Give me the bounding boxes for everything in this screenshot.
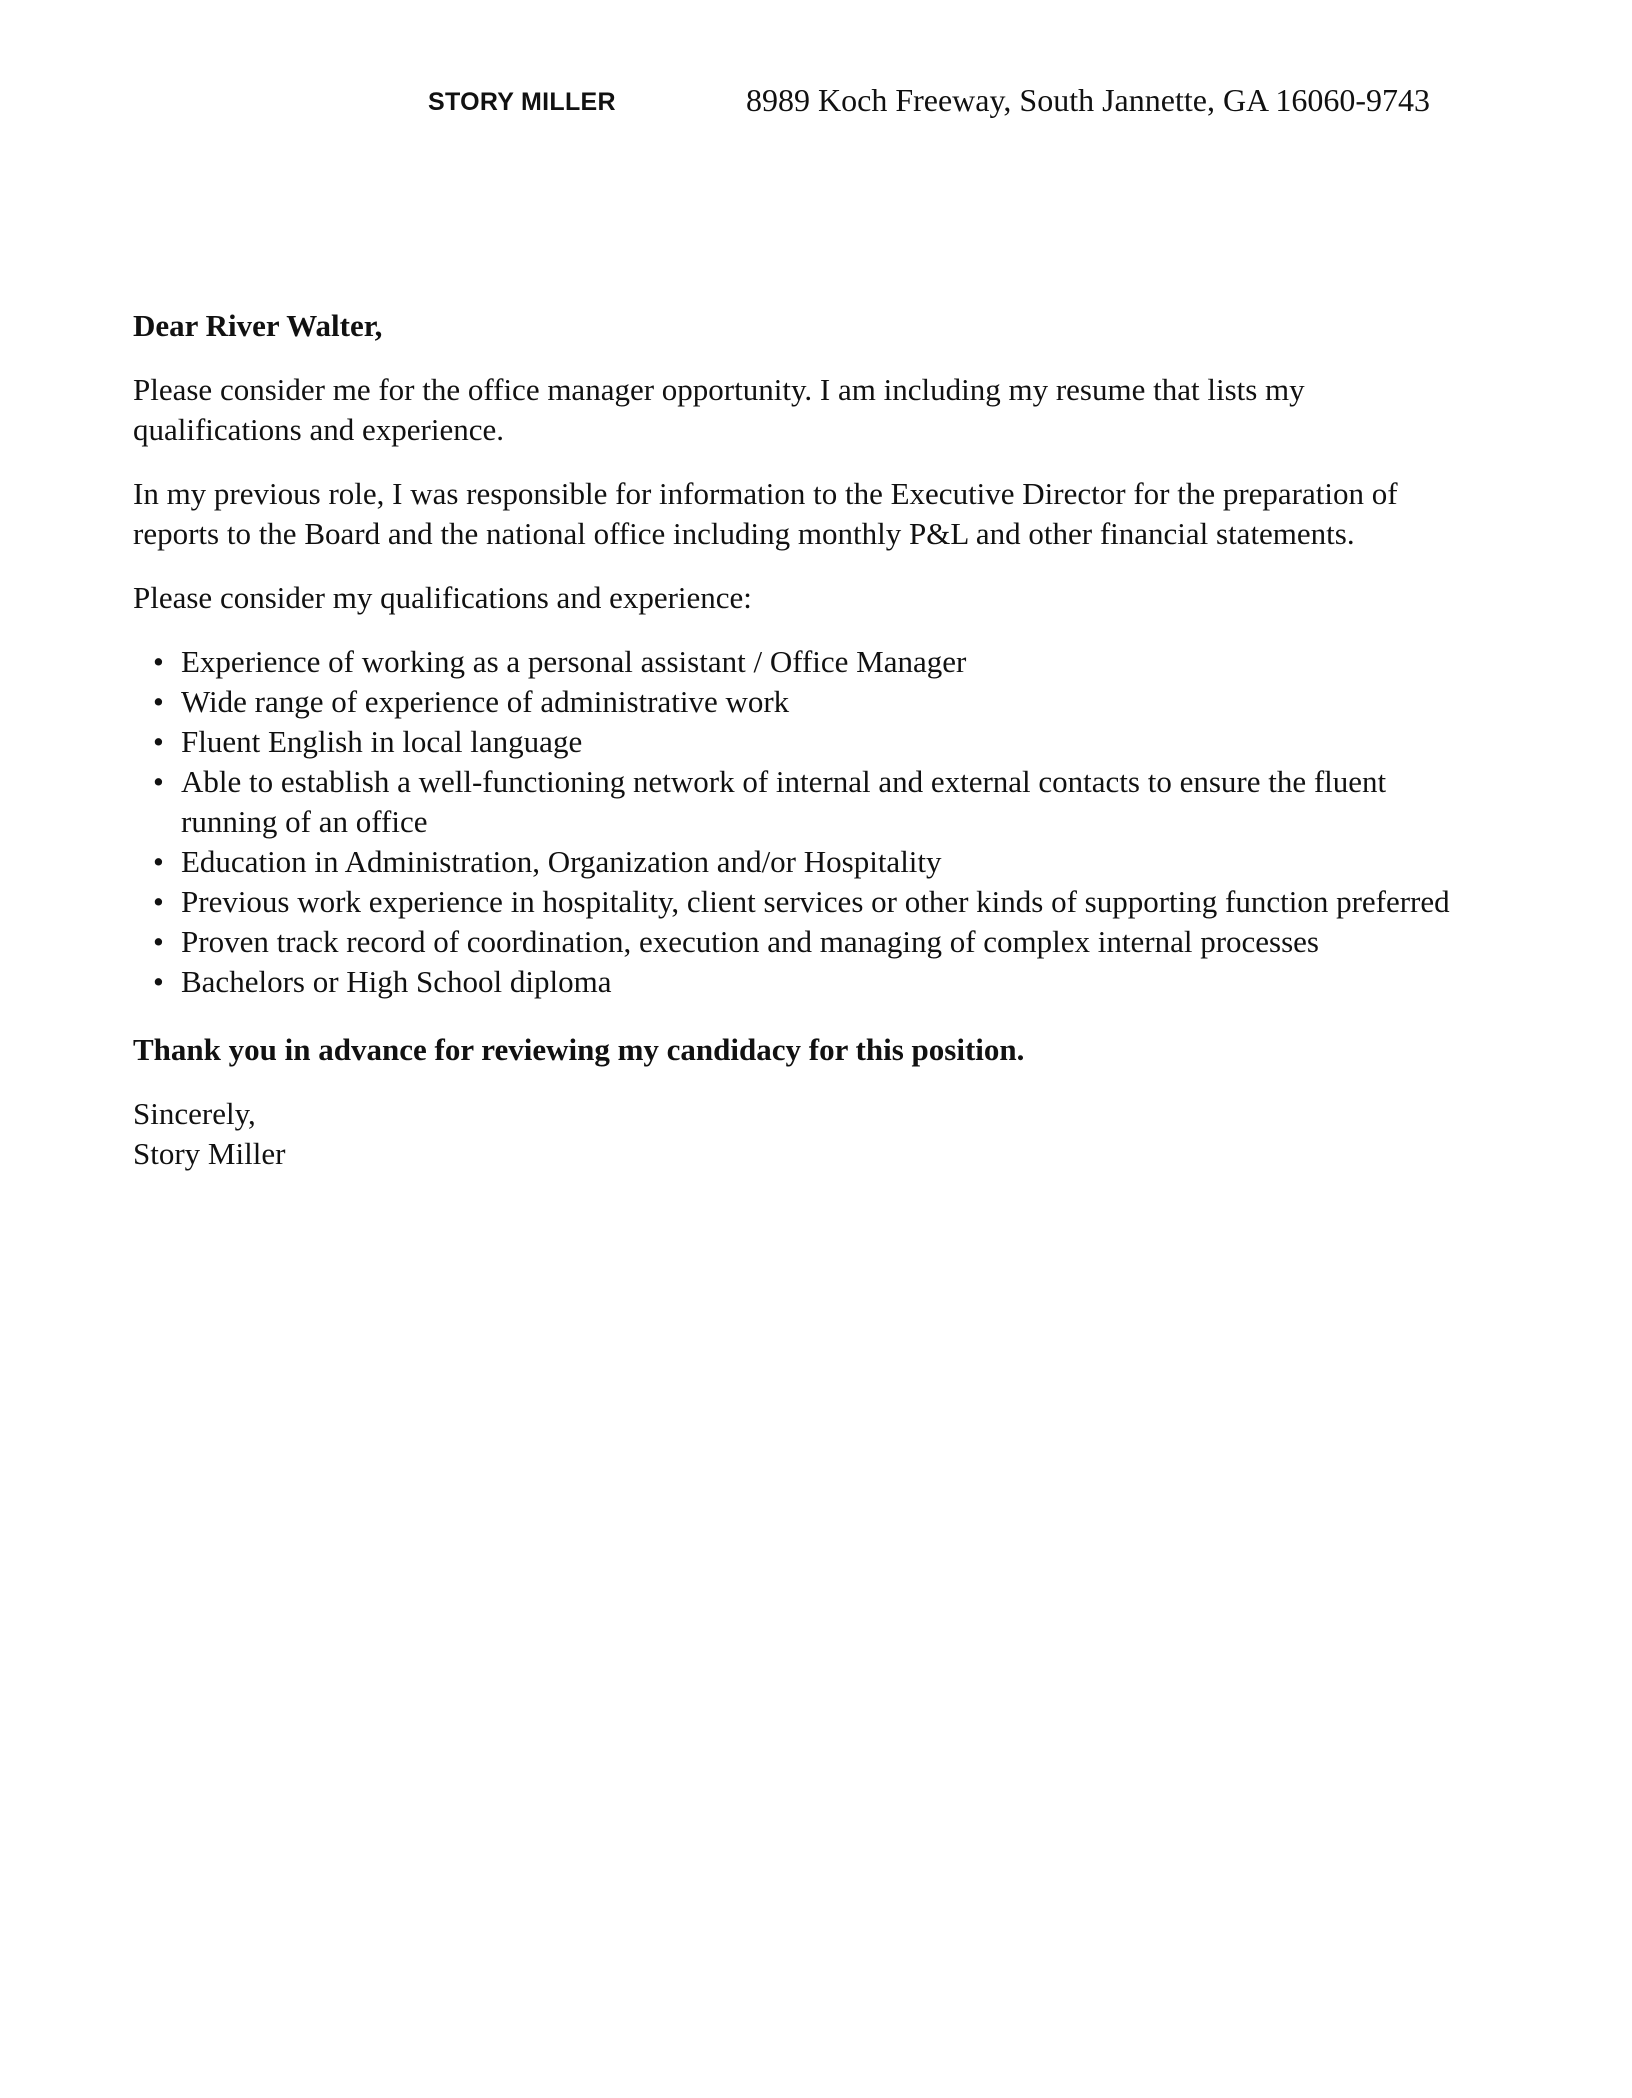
list-item-text: Education in Administration, Organization and/or Hospitality xyxy=(181,844,942,879)
closing-statement: Thank you in advance for reviewing my candidacy for this position. xyxy=(133,1032,1025,1067)
list-item xyxy=(133,922,1473,962)
bullet-icon: • xyxy=(153,964,164,999)
sender-name: STORY MILLER xyxy=(428,88,616,116)
intro-paragraph: Please consider me for the office manager opportunity. I am including my resume that lists my qualifications and experience. xyxy=(133,372,1305,447)
list-item-text: Proven track record of coordination, execution and managing of complex internal processes xyxy=(181,924,1319,959)
bullet-icon: • xyxy=(153,724,164,759)
list-item xyxy=(133,962,1473,1002)
list-item-text: Experience of working as a personal assistant / Office Manager xyxy=(181,644,967,679)
bullet-icon: • xyxy=(153,924,164,959)
qualifications-list xyxy=(133,642,1473,1002)
qualifications-intro: Please consider my qualifications and experience: xyxy=(133,580,752,615)
bullet-icon: • xyxy=(153,844,164,879)
list-item-text: Able to establish a well-functioning network of internal and external contacts to ensure the fluent running of an office xyxy=(181,764,1387,839)
letter-body xyxy=(133,306,1473,1174)
bullet-icon: • xyxy=(153,884,164,919)
bullet-icon: • xyxy=(153,644,164,679)
bullet-icon: • xyxy=(153,764,164,799)
list-item xyxy=(133,642,1473,682)
list-item-text: Bachelors or High School diploma xyxy=(181,964,612,999)
signoff: Sincerely, xyxy=(133,1096,256,1131)
list-item xyxy=(133,722,1473,762)
list-item-text: Fluent English in local language xyxy=(181,724,583,759)
list-item xyxy=(133,682,1473,722)
list-item xyxy=(133,842,1473,882)
list-item xyxy=(133,762,1473,842)
signature-name: Story Miller xyxy=(133,1136,286,1171)
salutation: Dear River Walter, xyxy=(133,308,383,343)
sender-address: 8989 Koch Freeway, South Jannette, GA 16060-9743 xyxy=(746,82,1431,118)
bullet-icon: • xyxy=(153,684,164,719)
previous-role-paragraph: In my previous role, I was responsible for information to the Executive Director for the preparation of reports to the Board and the national office including monthly P&L and other financial statements. xyxy=(133,476,1398,551)
list-item xyxy=(133,882,1473,922)
list-item-text: Previous work experience in hospitality, client services or other kinds of supporting function preferred xyxy=(181,884,1450,919)
list-item-text: Wide range of experience of administrative work xyxy=(181,684,790,719)
letterhead xyxy=(0,80,1632,124)
